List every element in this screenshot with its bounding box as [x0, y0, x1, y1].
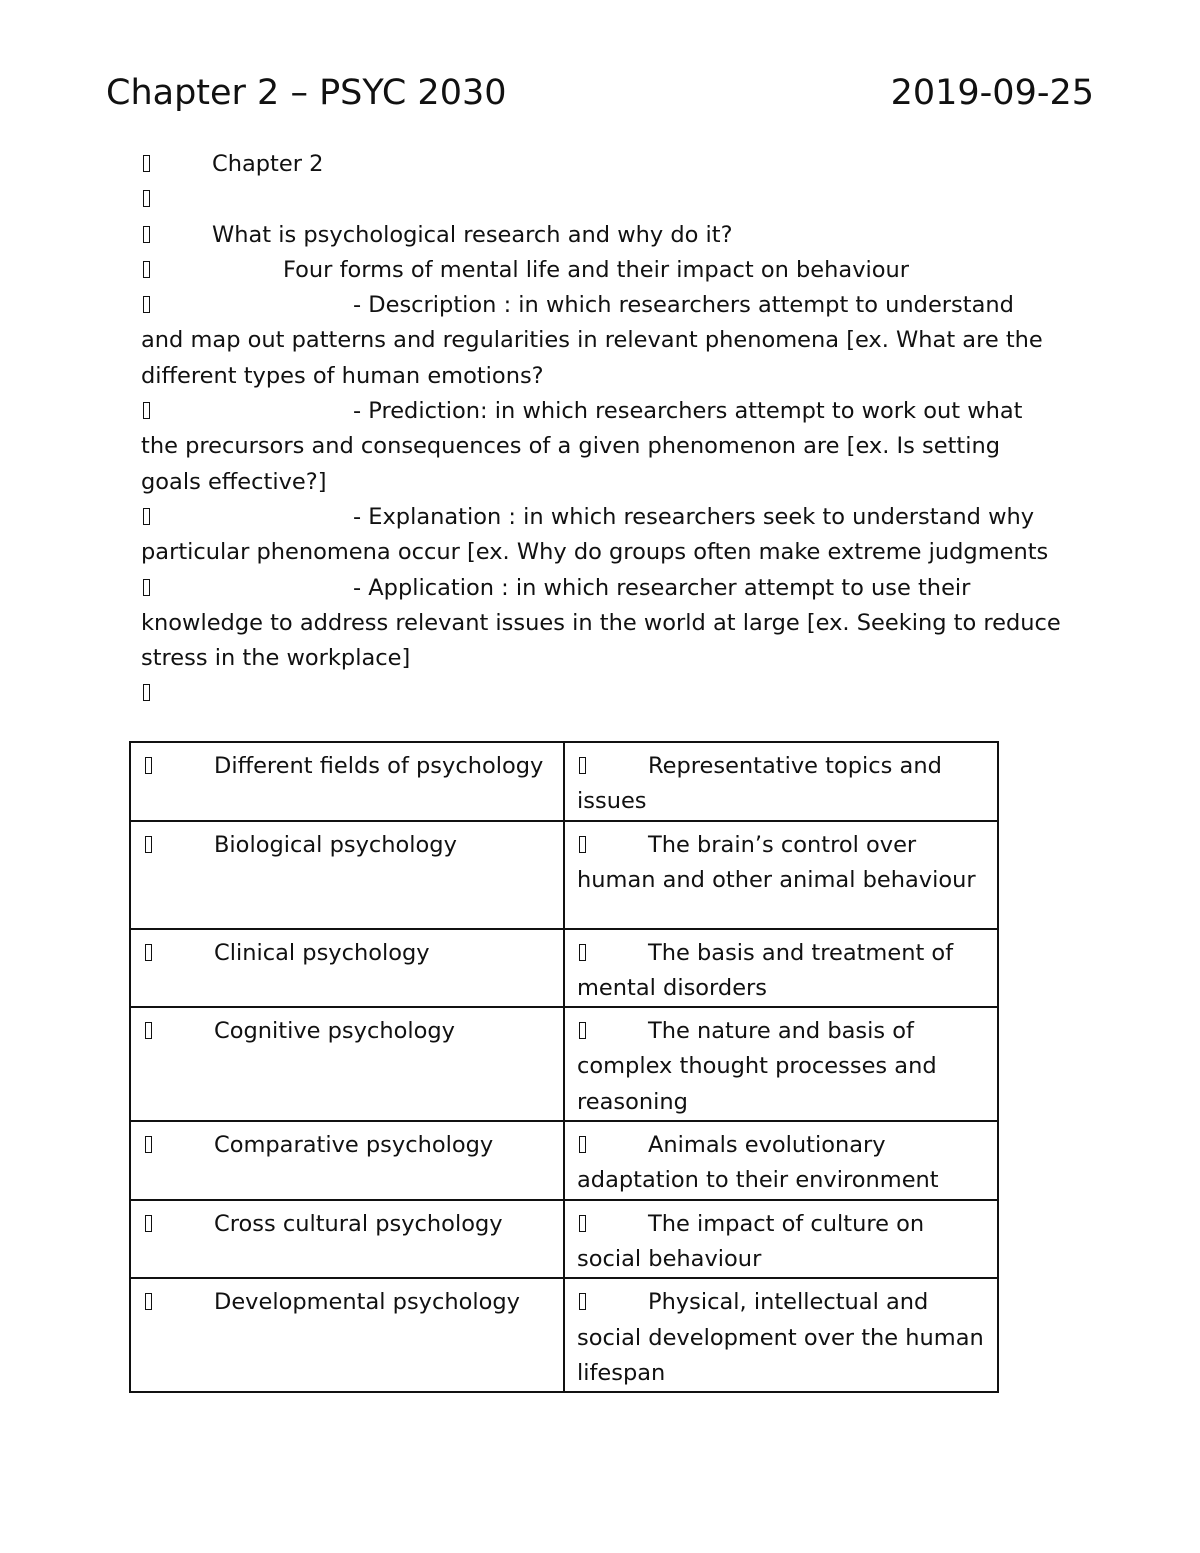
notes-body [141, 147, 1061, 712]
field-name: Cross cultural psychology [214, 1210, 503, 1237]
bullet-glyph-icon [141, 147, 155, 182]
topic-cell [564, 1278, 998, 1392]
field-cell [130, 929, 564, 1008]
table-row [130, 1121, 998, 1200]
page-title: Chapter 2 – PSYC 2030 [106, 73, 507, 113]
line-text: What is psychological research and why do it? [212, 221, 733, 248]
list-item [141, 218, 1061, 253]
line-text: Chapter 2 [212, 151, 324, 177]
field-name: Clinical psychology [214, 939, 430, 966]
bullet-glyph-icon [141, 253, 155, 288]
bullet-glyph-icon [143, 1207, 157, 1242]
bullet-glyph-icon [143, 1285, 157, 1320]
list-item [141, 147, 1061, 182]
topic-text: The brain’s control over human and other animal behaviour [577, 831, 976, 893]
bullet-glyph-icon [577, 1128, 591, 1163]
page-date: 2019-09-25 [890, 73, 1094, 113]
topic-cell [564, 1121, 998, 1200]
topic-text: The impact of culture on social behaviour [577, 1210, 925, 1272]
field-name: Comparative psychology [214, 1132, 494, 1159]
column-header-fields: Different fields of psychology [214, 753, 544, 779]
column-header-topics: Representative topics and issues [577, 753, 942, 815]
topic-cell [564, 1007, 998, 1121]
bullet-glyph-icon [577, 1207, 591, 1242]
psychology-fields-table [129, 741, 999, 1393]
table-header-cell [564, 742, 998, 821]
table-header-cell [130, 742, 564, 821]
bullet-glyph-icon [577, 828, 591, 863]
table-row [130, 821, 998, 929]
line-text: - Application : in which researcher attempt to use their knowledge to address relevant issues in the world at large [ex. Seeking to reduce stress in the workplace] [141, 574, 1061, 672]
field-cell [130, 1007, 564, 1121]
topic-cell [564, 821, 998, 929]
page-header [106, 68, 1094, 118]
bullet-glyph-icon [577, 1285, 591, 1320]
field-name: Cognitive psychology [214, 1018, 455, 1045]
topic-text: The nature and basis of complex thought processes and reasoning [577, 1018, 937, 1115]
bullet-glyph-icon [141, 182, 155, 217]
bullet-glyph-icon [141, 571, 155, 606]
topic-text: Animals evolutionary adaptation to their environment [577, 1132, 939, 1194]
bullet-glyph-icon [577, 1014, 591, 1049]
bullet-glyph-icon [143, 1014, 157, 1049]
field-cell [130, 1278, 564, 1392]
topic-text: The basis and treatment of mental disorders [577, 939, 954, 1001]
bullet-glyph-icon [141, 500, 155, 535]
field-name: Biological psychology [214, 831, 457, 858]
bullet-glyph-icon [577, 936, 591, 971]
table-row [130, 929, 998, 1008]
bullet-glyph-icon [141, 218, 155, 253]
line-text: Four forms of mental life and their impact on behaviour [283, 256, 910, 283]
bullet-glyph-icon [141, 394, 155, 429]
list-item [141, 571, 1061, 677]
field-name: Developmental psychology [214, 1289, 520, 1316]
table-row [130, 1278, 998, 1392]
bullet-glyph-icon [141, 676, 155, 711]
bullet-glyph-icon [143, 936, 157, 971]
topic-cell [564, 929, 998, 1008]
table-row [130, 1200, 998, 1279]
list-item [141, 253, 1061, 288]
field-cell [130, 821, 564, 929]
list-item [141, 394, 1061, 500]
list-item [141, 288, 1061, 394]
field-cell [130, 1121, 564, 1200]
list-item [141, 676, 1061, 711]
topic-cell [564, 1200, 998, 1279]
line-text: - Description : in which researchers attempt to understand and map out patterns and regularities in relevant phenomena [ex. What are the different types of human emotions? [141, 292, 1043, 389]
topic-text: Physical, intellectual and social development over the human lifespan [577, 1289, 984, 1386]
field-cell [130, 1200, 564, 1279]
bullet-glyph-icon [577, 749, 591, 784]
bullet-glyph-icon [141, 288, 155, 323]
list-item [141, 500, 1061, 571]
table-row [130, 1007, 998, 1121]
list-item [141, 182, 1061, 217]
line-text: - Explanation : in which researchers seek to understand why particular phenomena occur [ex. Why do groups often make extreme judgments [141, 503, 1049, 566]
bullet-glyph-icon [143, 749, 157, 784]
table-header-row [130, 742, 998, 821]
bullet-glyph-icon [143, 828, 157, 863]
line-text: - Prediction: in which researchers attempt to work out what the precursors and consequences of a given phenomenon are [ex. Is setting goals effective?] [141, 398, 1023, 495]
bullet-glyph-icon [143, 1128, 157, 1163]
